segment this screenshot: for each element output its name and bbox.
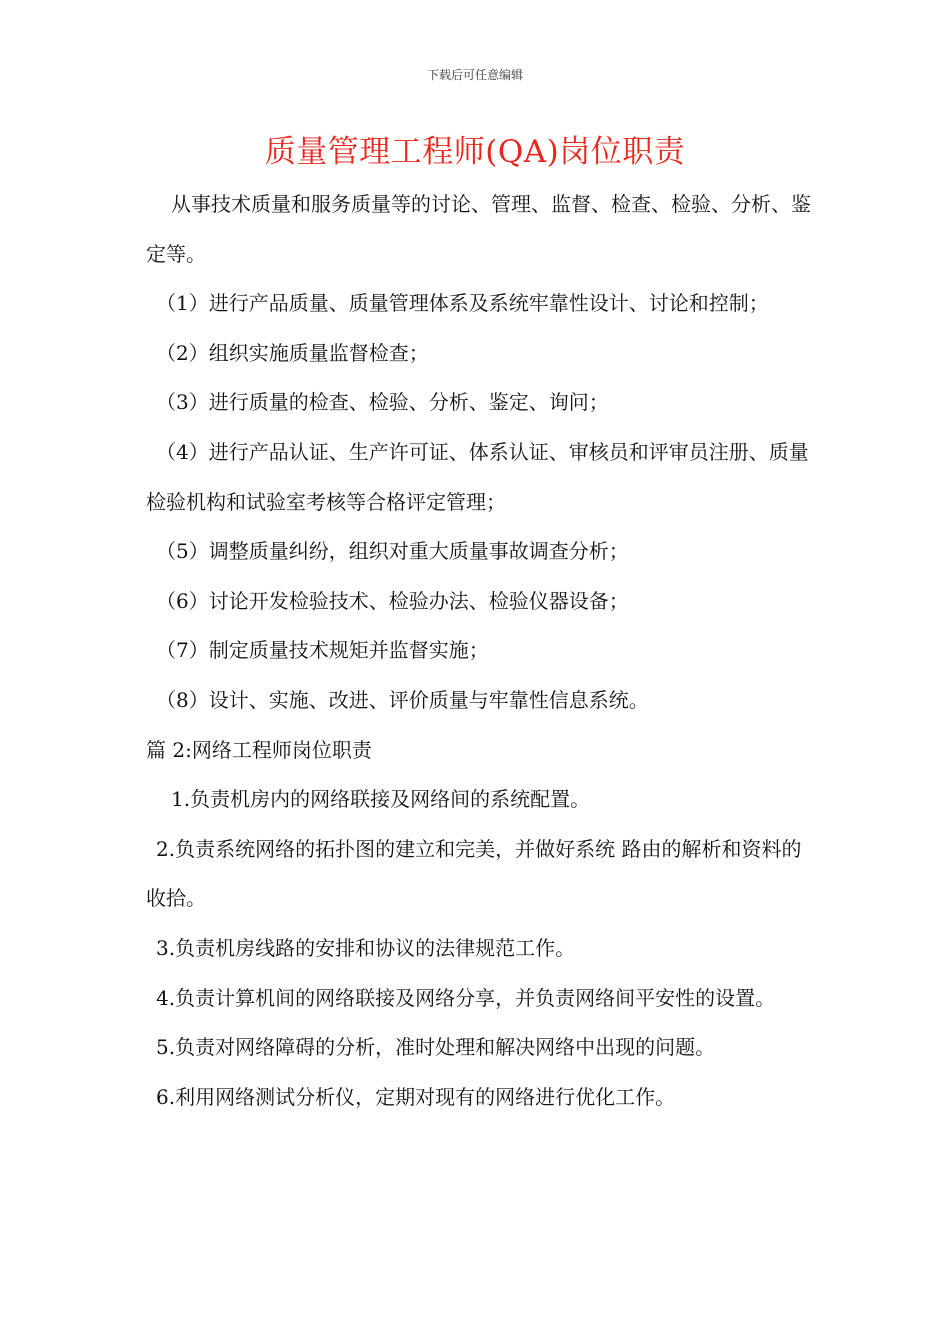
duty-item-8: （8）设计、实施、改进、评价质量与牢靠性信息系统。	[156, 687, 649, 712]
document-body	[146, 180, 811, 1122]
intro-paragraph: 从事技术质量和服务质量等的讨论、管理、监督、检查、检验、分析、鉴定等。	[146, 192, 811, 266]
header-note: 下载后可任意编辑	[426, 68, 523, 82]
duty-item-3: （3）进行质量的检查、检验、分析、鉴定、询问；	[156, 390, 609, 415]
duty-item-1: （1）进行产品质量、质量管理体系及系统牢靠性设计、讨论和控制；	[156, 291, 769, 316]
duty-item-4: （4）进行产品认证、生产许可证、体系认证、审核员和评审员注册、质量检验机构和试验室考核等合格评定管理；	[146, 439, 809, 514]
network-duty-5: 5.负责对网络障碍的分析，准时处理和解决网络中出现的问题。	[156, 1035, 716, 1060]
network-duty-2: 2.负责系统网络的拓扑图的建立和完美，并做好系统 路由的解析和资料的收拾。	[146, 836, 802, 911]
duty-item-5: （5）调整质量纠纷，组织对重大质量事故调查分析；	[156, 539, 629, 564]
network-duty-4: 4.负责计算机间的网络联接及网络分享，并负责网络间平安性的设置。	[156, 985, 776, 1010]
network-duty-1: 1.负责机房内的网络联接及网络间的系统配置。	[171, 787, 591, 812]
duty-item-2: （2）组织实施质量监督检查；	[156, 340, 429, 365]
duty-item-7: （7）制定质量技术规矩并监督实施；	[156, 638, 489, 663]
network-duty-6: 6.利用网络测试分析仪，定期对现有的网络进行优化工作。	[156, 1084, 676, 1109]
duty-item-6: （6）讨论开发检验技术、检验办法、检验仪器设备；	[156, 588, 629, 613]
document-title: 质量管理工程师(QA)岗位职责	[264, 134, 686, 170]
section-heading: 篇 2:网络工程师岗位职责	[146, 737, 372, 762]
network-duty-3: 3.负责机房线路的安排和协议的法律规范工作。	[156, 935, 576, 960]
